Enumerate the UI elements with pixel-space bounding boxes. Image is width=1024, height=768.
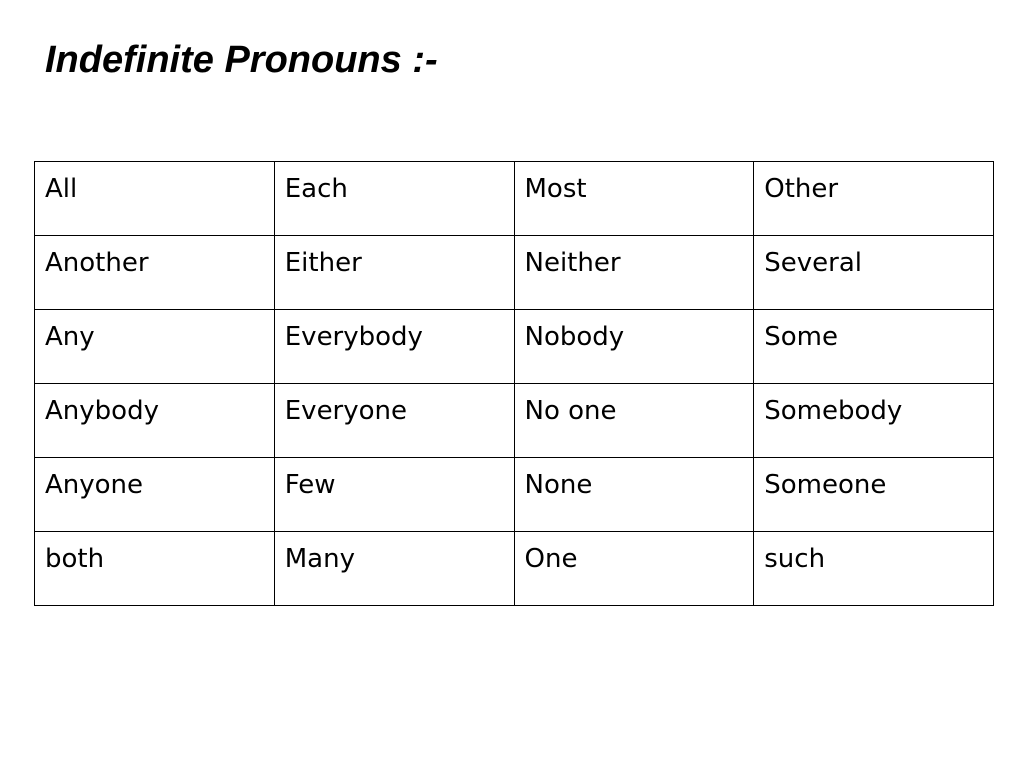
table-cell bbox=[754, 236, 994, 310]
cell-text: Many bbox=[284, 544, 355, 574]
table-cell bbox=[35, 458, 275, 532]
table-row bbox=[35, 162, 994, 236]
cell-text: such bbox=[764, 544, 826, 574]
cell-text: Any bbox=[45, 322, 95, 352]
cell-text: Another bbox=[45, 248, 149, 278]
table-cell bbox=[274, 532, 514, 606]
table-row bbox=[35, 236, 994, 310]
cell-text: Everyone bbox=[284, 396, 408, 426]
table-cell bbox=[35, 310, 275, 384]
cell-text: Other bbox=[764, 174, 839, 204]
cell-text: Anyone bbox=[45, 470, 144, 500]
cell-text: Most bbox=[524, 174, 587, 204]
cell-text: Each bbox=[284, 174, 348, 204]
cell-text: Neither bbox=[524, 248, 621, 278]
cell-text: Everybody bbox=[284, 322, 423, 352]
table-cell bbox=[274, 458, 514, 532]
table-cell bbox=[514, 384, 754, 458]
cell-text: Several bbox=[764, 248, 862, 278]
table-cell bbox=[274, 384, 514, 458]
cell-text: both bbox=[45, 544, 105, 574]
pronoun-table bbox=[34, 161, 994, 606]
table-cell bbox=[274, 310, 514, 384]
table-cell bbox=[754, 458, 994, 532]
table-cell bbox=[35, 162, 275, 236]
cell-text: Anybody bbox=[45, 396, 159, 426]
table-cell bbox=[514, 458, 754, 532]
table-cell bbox=[35, 236, 275, 310]
cell-text: Few bbox=[284, 470, 336, 500]
table-cell bbox=[754, 162, 994, 236]
cell-text: None bbox=[524, 470, 593, 500]
table-cell bbox=[754, 310, 994, 384]
table-row bbox=[35, 532, 994, 606]
table-cell bbox=[514, 236, 754, 310]
table-cell bbox=[754, 384, 994, 458]
cell-text: No one bbox=[524, 396, 617, 426]
table-row bbox=[35, 384, 994, 458]
table-cell bbox=[514, 162, 754, 236]
cell-text: Some bbox=[764, 322, 838, 352]
table-cell bbox=[35, 384, 275, 458]
table-cell bbox=[514, 310, 754, 384]
cell-text: Someone bbox=[764, 470, 887, 500]
page-title: Indefinite Pronouns :- bbox=[45, 39, 438, 81]
cell-text: One bbox=[524, 544, 578, 574]
table-row bbox=[35, 458, 994, 532]
table-cell bbox=[754, 532, 994, 606]
table-cell bbox=[35, 532, 275, 606]
cell-text: All bbox=[45, 174, 78, 204]
cell-text: Nobody bbox=[524, 322, 625, 352]
table-cell bbox=[274, 162, 514, 236]
table-cell bbox=[514, 532, 754, 606]
table-row bbox=[35, 310, 994, 384]
cell-text: Either bbox=[284, 248, 362, 278]
table-cell bbox=[274, 236, 514, 310]
cell-text: Somebody bbox=[764, 396, 903, 426]
